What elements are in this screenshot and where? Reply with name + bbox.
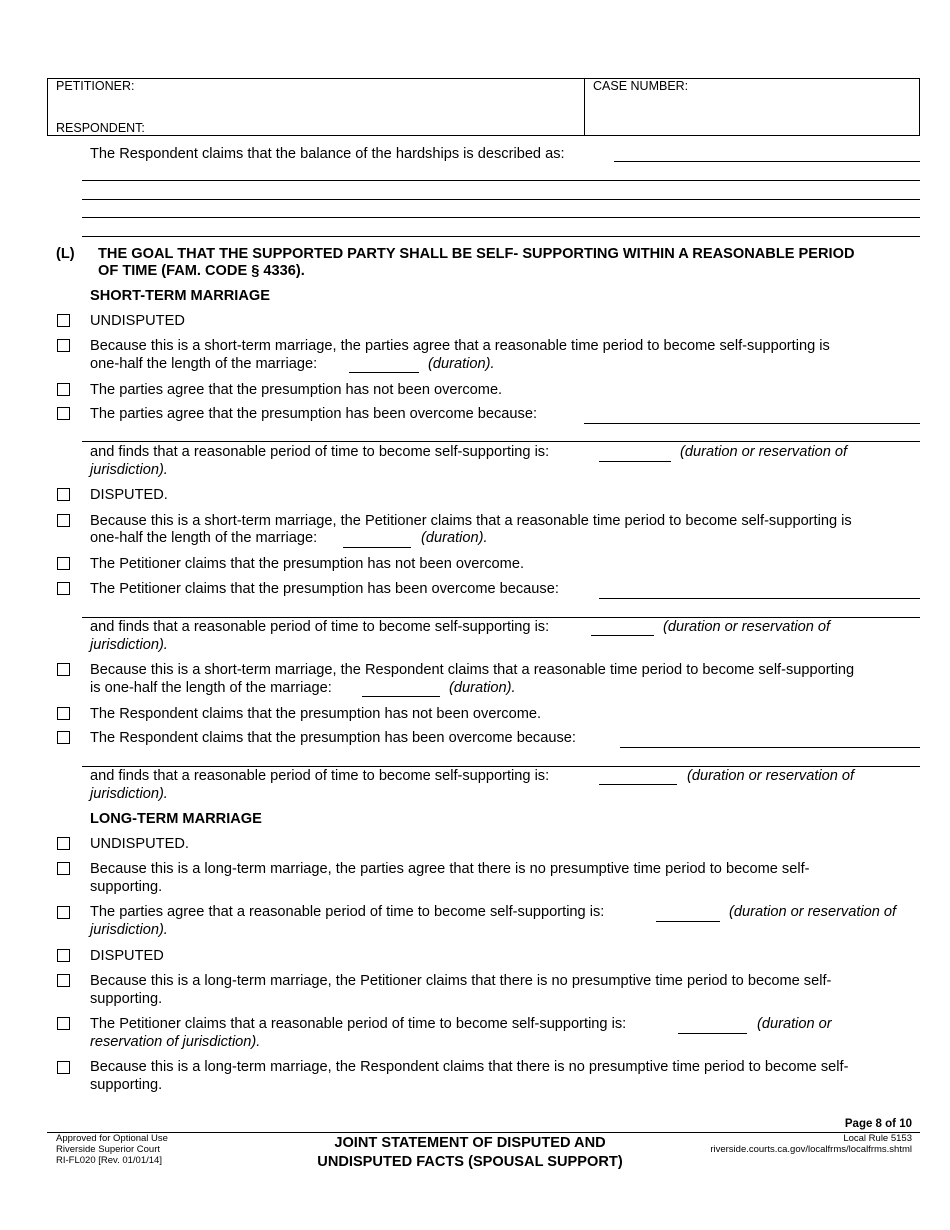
footer-approved: Approved for Optional Use bbox=[56, 1133, 168, 1144]
checkbox-resp-not-overcome[interactable] bbox=[57, 707, 70, 720]
checkbox-undisputed[interactable] bbox=[57, 314, 70, 327]
checkbox-lt-pet-period[interactable] bbox=[57, 1017, 70, 1030]
footer-court: Riverside Superior Court bbox=[56, 1144, 161, 1155]
dur-res-4: (duration or reservation of bbox=[729, 904, 897, 920]
resp-overcome: The Respondent claims that the presumption has been overcome because: bbox=[90, 730, 576, 746]
petitioner-label: PETITIONER: bbox=[56, 79, 135, 93]
resp-not-overcome: The Respondent claims that the presumption has not been overcome. bbox=[90, 706, 542, 722]
period-blank[interactable] bbox=[599, 461, 671, 462]
dur-res-2: (duration or reservation of bbox=[663, 619, 831, 635]
duration-label: (duration). bbox=[421, 530, 488, 546]
duration-blank[interactable] bbox=[349, 372, 419, 373]
checkbox-lt-disputed[interactable] bbox=[57, 949, 70, 962]
st-parties-line1: Because this is a short-term marriage, the parties agree that a reasonable time period to become self-supporting is bbox=[90, 338, 830, 354]
checkbox-resp-overcome[interactable] bbox=[57, 731, 70, 744]
dur-res-3: (duration or reservation of bbox=[687, 768, 855, 784]
st-resp-line1: Because this is a short-term marriage, the Respondent claims that a reasonable time period to become self-supporting bbox=[90, 662, 855, 678]
duration-label: (duration). bbox=[449, 680, 516, 696]
jurisdiction-4: jurisdiction). bbox=[90, 922, 168, 938]
footer-form-id: RI-FL020 [Rev. 01/01/14] bbox=[56, 1155, 162, 1166]
checkbox-disputed[interactable] bbox=[57, 488, 70, 501]
finds-period-2: and finds that a reasonable period of time to become self-supporting is: bbox=[90, 619, 550, 635]
fill-line[interactable] bbox=[620, 747, 920, 748]
lt-pet-line2: supporting. bbox=[90, 991, 163, 1007]
checkbox-parties-overcome[interactable] bbox=[57, 407, 70, 420]
st-pet-line1: Because this is a short-term marriage, the Petitioner claims that a reasonable time period to become self-supporting is bbox=[90, 513, 852, 529]
dur-res-1: (duration or reservation of bbox=[680, 444, 848, 460]
section-title-line2: OF TIME (FAM. CODE § 4336). bbox=[98, 263, 305, 279]
case-number-label: CASE NUMBER: bbox=[593, 79, 689, 93]
pet-overcome: The Petitioner claims that the presumption has been overcome because: bbox=[90, 581, 559, 597]
period-blank[interactable] bbox=[599, 784, 677, 785]
footer-page: Page 8 of 10 bbox=[844, 1118, 912, 1130]
checkbox-pet-not-overcome[interactable] bbox=[57, 557, 70, 570]
undisputed-label: UNDISPUTED bbox=[90, 313, 185, 329]
fill-line[interactable] bbox=[82, 180, 920, 181]
parties-overcome: The parties agree that the presumption has been overcome because: bbox=[90, 406, 538, 422]
period-blank[interactable] bbox=[656, 921, 720, 922]
section-letter: (L) bbox=[56, 246, 75, 262]
jurisdiction-3: jurisdiction). bbox=[90, 786, 168, 802]
period-blank[interactable] bbox=[591, 635, 654, 636]
jurisdiction-2: jurisdiction). bbox=[90, 637, 168, 653]
st-resp-line2: is one-half the length of the marriage: bbox=[90, 680, 332, 696]
fill-line[interactable] bbox=[82, 199, 920, 200]
checkbox-lt-petitioner[interactable] bbox=[57, 974, 70, 987]
st-parties-line2: one-half the length of the marriage: bbox=[90, 356, 318, 372]
checkbox-pet-overcome[interactable] bbox=[57, 582, 70, 595]
disputed-label: DISPUTED. bbox=[90, 487, 168, 503]
fill-line[interactable] bbox=[82, 441, 920, 442]
lt-parties-line2: supporting. bbox=[90, 879, 163, 895]
footer-local-rule: Local Rule 5153 bbox=[843, 1133, 912, 1144]
finds-period-1: and finds that a reasonable period of time to become self-supporting is: bbox=[90, 444, 550, 460]
footer-rule bbox=[47, 1132, 920, 1133]
section-title-line1: THE GOAL THAT THE SUPPORTED PARTY SHALL BE SELF- SUPPORTING WITHIN A REASONABLE PERIOD bbox=[98, 246, 855, 262]
duration-blank[interactable] bbox=[343, 547, 411, 548]
checkbox-st-petitioner[interactable] bbox=[57, 514, 70, 527]
fill-line[interactable] bbox=[82, 236, 920, 237]
checkbox-parties-not-overcome[interactable] bbox=[57, 383, 70, 396]
fill-line[interactable] bbox=[599, 598, 920, 599]
lt-parties-period: The parties agree that a reasonable period of time to become self-supporting is: bbox=[90, 904, 605, 920]
checkbox-lt-respondent[interactable] bbox=[57, 1061, 70, 1074]
footer-title-line2: UNDISPUTED FACTS (SPOUSAL SUPPORT) bbox=[317, 1154, 623, 1170]
lt-disputed-label: DISPUTED bbox=[90, 948, 164, 964]
respondent-label: RESPONDENT: bbox=[56, 121, 145, 135]
footer-title-line1: JOINT STATEMENT OF DISPUTED AND bbox=[334, 1135, 606, 1151]
checkbox-st-respondent[interactable] bbox=[57, 663, 70, 676]
res-juris: reservation of jurisdiction). bbox=[90, 1034, 261, 1050]
parties-not-overcome: The parties agree that the presumption has not been overcome. bbox=[90, 382, 503, 398]
long-term-heading: LONG-TERM MARRIAGE bbox=[90, 811, 262, 827]
fill-line[interactable] bbox=[614, 161, 920, 162]
checkbox-lt-parties-period[interactable] bbox=[57, 906, 70, 919]
checkbox-lt-undisputed[interactable] bbox=[57, 837, 70, 850]
finds-period-3: and finds that a reasonable period of time to become self-supporting is: bbox=[90, 768, 550, 784]
lt-undisputed-label: UNDISPUTED. bbox=[90, 836, 189, 852]
lt-pet-period: The Petitioner claims that a reasonable period of time to become self-supporting is: bbox=[90, 1016, 627, 1032]
caption-divider bbox=[584, 78, 585, 136]
fill-line[interactable] bbox=[584, 423, 920, 424]
pet-not-overcome: The Petitioner claims that the presumption has not been overcome. bbox=[90, 556, 524, 572]
checkbox-st-parties[interactable] bbox=[57, 339, 70, 352]
lt-parties-line1: Because this is a long-term marriage, the parties agree that there is no presumptive time period to become self- bbox=[90, 861, 810, 877]
duration-blank[interactable] bbox=[362, 696, 440, 697]
respondent-hardships-text: The Respondent claims that the balance of the hardships is described as: bbox=[90, 146, 565, 162]
footer-url[interactable]: riverside.courts.ca.gov/localfrms/localfrms.shtml bbox=[710, 1144, 912, 1155]
lt-pet-line1: Because this is a long-term marriage, the Petitioner claims that there is no presumptive time period to become self- bbox=[90, 973, 832, 989]
checkbox-lt-parties[interactable] bbox=[57, 862, 70, 875]
jurisdiction-1: jurisdiction). bbox=[90, 462, 168, 478]
lt-resp-line1: Because this is a long-term marriage, the Respondent claims that there is no presumptive time period to become self- bbox=[90, 1059, 849, 1075]
lt-resp-line2: supporting. bbox=[90, 1077, 163, 1093]
fill-line[interactable] bbox=[82, 217, 920, 218]
period-blank[interactable] bbox=[678, 1033, 747, 1034]
short-term-heading: SHORT-TERM MARRIAGE bbox=[90, 288, 270, 304]
dur-or: (duration or bbox=[757, 1016, 832, 1032]
st-pet-line2: one-half the length of the marriage: bbox=[90, 530, 318, 546]
caption-box bbox=[47, 78, 920, 136]
duration-label: (duration). bbox=[428, 356, 495, 372]
